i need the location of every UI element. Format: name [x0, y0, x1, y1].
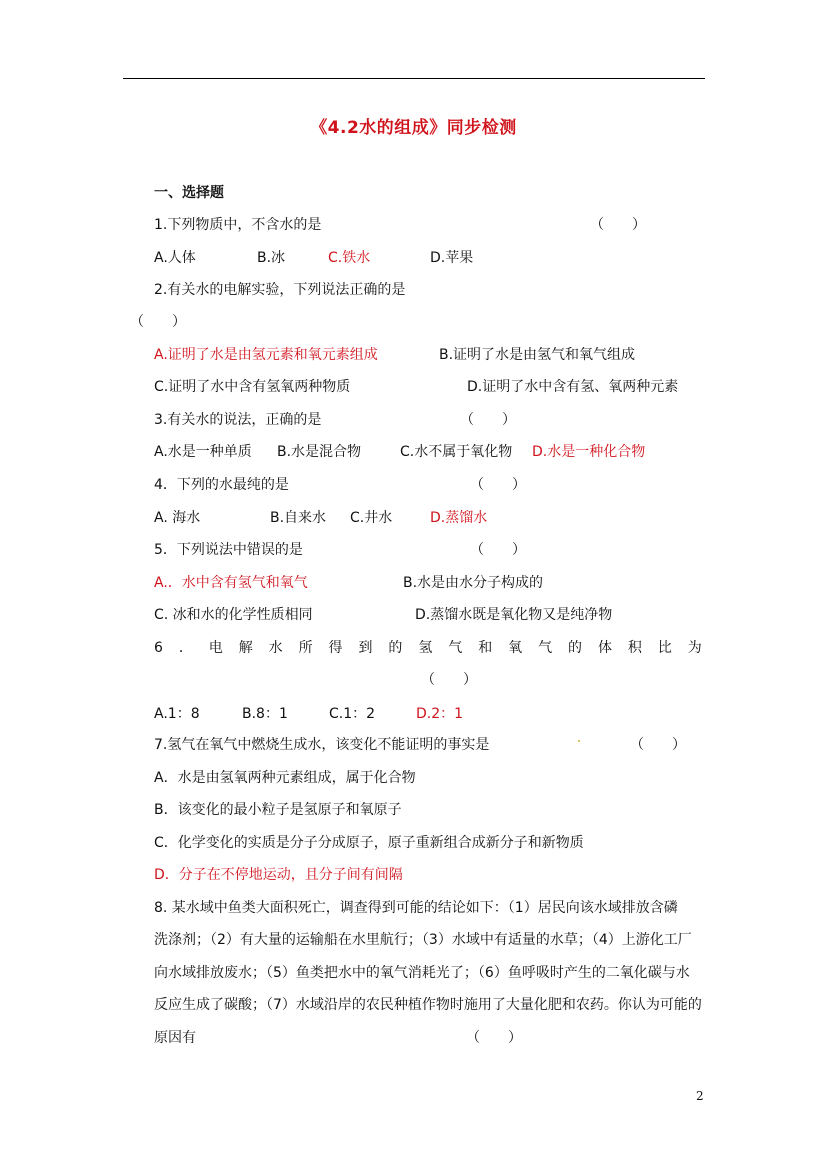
q5-option-a-answer: A.．水中含有氢气和氧气	[154, 575, 308, 591]
q3-option-a: A.水是一种单质	[154, 444, 252, 460]
question-3-stem: 3.有关水的说法，正确的是	[154, 412, 322, 428]
q6-option-b: B.8：1	[242, 706, 288, 722]
q1-option-d: D.苹果	[430, 250, 474, 266]
q6-option-d-answer: D.2：1	[416, 706, 464, 722]
stem-char: 氧	[508, 640, 523, 656]
q2-option-b: B.证明了水是由氢气和氧气组成	[439, 347, 636, 363]
question-6-paren: （ ）	[421, 672, 477, 688]
header-rule	[123, 78, 705, 79]
stem-char: 电	[208, 640, 223, 656]
stem-char: 6	[154, 640, 163, 656]
stem-char: 和	[478, 640, 493, 656]
stem-char: 气	[448, 640, 463, 656]
page-title: 《4.2水的组成》同步检测	[310, 118, 517, 138]
q3-option-d-answer: D.水是一种化合物	[532, 444, 646, 460]
q6-option-c: C.1：2	[329, 706, 376, 722]
question-1-paren: （ ）	[590, 217, 646, 233]
q1-option-b: B.冰	[257, 250, 286, 266]
stem-char: 到	[358, 640, 373, 656]
stem-char: 为	[687, 640, 702, 656]
q6-option-a: A.1：8	[154, 706, 200, 722]
stem-char: 的	[568, 640, 583, 656]
question-7-paren: （ ）	[630, 737, 686, 753]
q7-option-c: C．化学变化的实质是分子分成原子，原子重新组合成新分子和新物质	[154, 835, 584, 851]
stem-char: ．	[178, 640, 193, 656]
question-7-stem: 7.氢气在氧气中燃烧生成水，该变化不能证明的事实是	[154, 737, 490, 753]
q5-option-b: B.水是由水分子构成的	[403, 575, 544, 591]
q2-option-d: D.证明了水中含有氢、氧两种元素	[467, 379, 679, 395]
question-3-paren: （ ）	[460, 412, 516, 428]
q3-option-c: C.水不属于氧化物	[400, 444, 513, 460]
q7-option-a: A．水是由氢氧两种元素组成，属于化合物	[154, 770, 416, 786]
stem-char: 解	[238, 640, 253, 656]
page-number: 2	[696, 1089, 704, 1103]
question-8-line-4: 反应生成了碳酸；（7）水域沿岸的农民种植作物时施用了大量化肥和农药。你认为可能的	[154, 997, 702, 1013]
q5-option-d: D.蒸馏水既是氧化物又是纯净物	[415, 607, 613, 623]
question-8-line-5: 原因有	[154, 1030, 196, 1046]
question-8-line-3: 向水域排放废水；（5）鱼类把水中的氧气消耗光了；（6）鱼呼吸时产生的二氧化碳与水	[154, 965, 690, 981]
stem-char: 得	[328, 640, 343, 656]
stray-mark	[578, 740, 580, 742]
question-4-paren: （ ）	[470, 477, 526, 493]
q2-option-c: C.证明了水中含有氢氧两种物质	[154, 379, 351, 395]
section-heading: 一、选择题	[154, 185, 224, 201]
question-5-paren: （ ）	[470, 542, 526, 558]
q4-option-a: A. 海水	[154, 510, 201, 526]
question-8-line-1: 8. 某水域中鱼类大面积死亡，调查得到可能的结论如下：（1）居民向该水域排放含磷	[154, 900, 678, 916]
stem-char: 氢	[418, 640, 433, 656]
question-5-stem: 5．下列说法中错误的是	[154, 542, 303, 558]
stem-char: 气	[538, 640, 553, 656]
stem-char: 比	[657, 640, 672, 656]
q4-option-d-answer: D.蒸馏水	[430, 510, 488, 526]
stem-char: 水	[268, 640, 283, 656]
question-2-stem: 2.有关水的电解实验，下列说法正确的是	[154, 282, 406, 298]
question-4-stem: 4．下列的水最纯的是	[154, 477, 289, 493]
stem-char: 的	[388, 640, 403, 656]
question-6-stem	[154, 639, 702, 657]
stem-char: 所	[298, 640, 313, 656]
q1-option-a: A.人体	[154, 250, 196, 266]
question-1-stem: 1.下列物质中，不含水的是	[154, 217, 322, 233]
q4-option-b: B.自来水	[270, 510, 327, 526]
q7-option-b: B．该变化的最小粒子是氢原子和氧原子	[154, 802, 402, 818]
stem-char: 积	[627, 640, 642, 656]
stem-char: 体	[597, 640, 612, 656]
question-2-paren: （ ）	[130, 314, 186, 330]
q7-option-d-answer: D．分子在不停地运动，且分子间有间隔	[154, 867, 403, 883]
question-8-paren: （ ）	[466, 1030, 522, 1046]
q1-option-c-answer: C.铁水	[328, 250, 371, 266]
question-8-line-2: 洗涤剂；（2）有大量的运输船在水里航行；（3）水域中有适量的水草；（4）上游化工厂	[154, 932, 692, 948]
q3-option-b: B.水是混合物	[277, 444, 362, 460]
q4-option-c: C.井水	[350, 510, 393, 526]
q2-option-a-answer: A.证明了水是由氢元素和氧元素组成	[154, 347, 378, 363]
q5-option-c: C. 冰和水的化学性质相同	[154, 607, 313, 623]
